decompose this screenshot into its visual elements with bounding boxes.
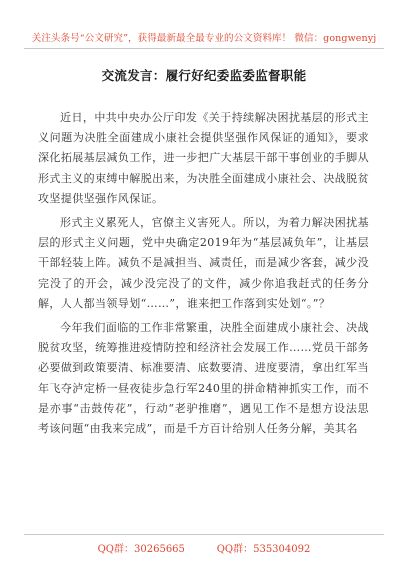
header-divider (24, 48, 384, 49)
paragraph-1: 近日，中共中央办公厅印发《关于持续解决困扰基层的形式主义问题为决胜全面建成小康社会提供坚强作风保证的通知》，要求深化拓展基层减负工作，进一步把广大基层干部干事创业的手脚从形式主义的束缚中解脱出来，为决胜全面建成小康社会、决战脱贫攻坚提供坚强作风保证。 (38, 111, 369, 205)
paragraph-2: 形式主义累死人，官僚主义害死人。所以，为着力解决困扰基层的形式主义问题，党中央确定2019年为“基层减负年”，让基层干部轻装上阵。减负不是减担当、减责任，而是减少客套，减少没完没了的开会，减少没完没了的文件，减少你追我赶式的任务分解，人人都当领导划“……”，谁来把工作落到实处划“。”？ (38, 216, 369, 310)
document-title: 交流发言：履行好纪委监委监督职能 (101, 68, 307, 83)
header-banner: 关注头条号“公文研究”，获得最新最全最专业的公文资料库！ 微信：gongwenyj (31, 33, 377, 44)
footer-qq-group-2: QQ群：535304092 (216, 544, 311, 555)
footer-divider (24, 534, 384, 535)
document-body (38, 108, 369, 443)
footer-qq-group-1: QQ群：30265665 (97, 544, 185, 555)
paragraph-3: 今年我们面临的工作非常繁重，决胜全面建成小康社会、决战脱贫攻坚，统筹推进疫情防控和经济社会发展工作……党员干部务必要做到政策要清、标准要清、底数要清、进度要清，拿出红军当年飞夺泸定桥一昼夜徒步急行军240里的拼命精神抓实工作，而不是亦事“击鼓传花”，行动“老驴推磨”，遇见工作不是想方设法思考该问题“由我来完成”，而是千方百计给别人任务分解，美其名 (38, 321, 369, 436)
footer-spacer (185, 544, 217, 555)
footer-contacts (0, 540, 408, 555)
